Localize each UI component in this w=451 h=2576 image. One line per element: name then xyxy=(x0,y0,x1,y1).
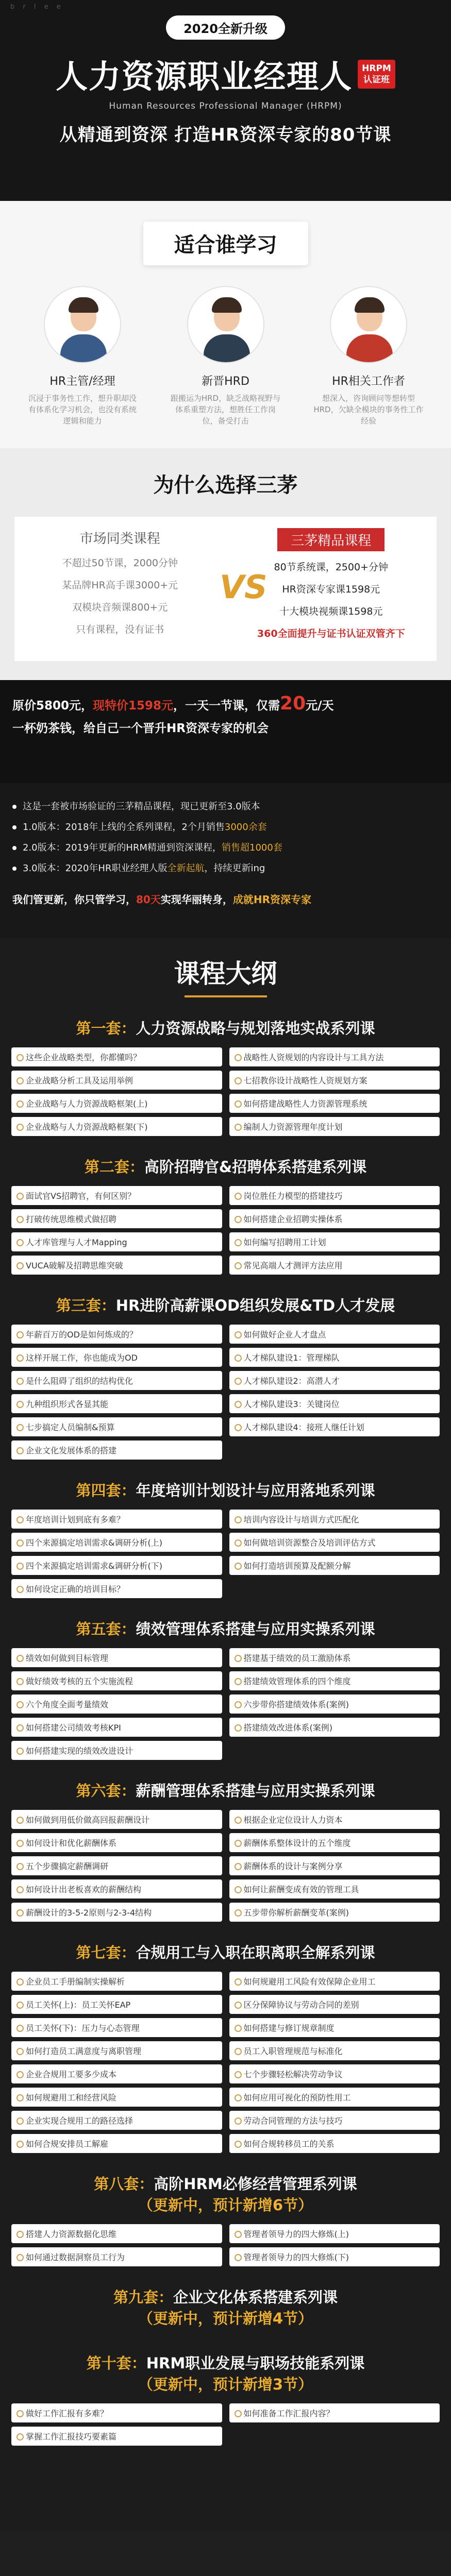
lesson-item: 企业文化发展体系的搭建 xyxy=(11,1440,222,1460)
lesson-grid xyxy=(11,2403,440,2446)
why-title: 为什么选择三茅 xyxy=(153,473,298,497)
lesson-item: 薪酬设计的3-5-2原则与2-3-4结构 xyxy=(11,1903,222,1922)
version-suffix: ，持续更新ing xyxy=(204,863,265,874)
cert-tag-line-2: 认证班 xyxy=(363,74,390,85)
series-number: 第十套： xyxy=(86,2354,146,2372)
audience-desc: 沉浸于事务性工作，想升职却没有体系化学习机会，也没有系统逻辑和能力 xyxy=(28,394,137,426)
lesson-item: 年薪百万的OD是如何炼成的？ xyxy=(11,1325,222,1344)
original-price: 原价5800元， xyxy=(12,699,93,713)
series-number: 第四套： xyxy=(76,1482,136,1499)
lesson-item: 人才梯队建设1：管理梯队 xyxy=(229,1348,440,1367)
avatar-body xyxy=(60,334,107,363)
why-section xyxy=(0,448,451,680)
outline-title: 课程大纲 xyxy=(11,953,440,997)
course-series xyxy=(11,1937,440,2153)
lesson-item: 如何搭建实现的绩效改进设计 xyxy=(11,1741,222,1760)
avatar-hair xyxy=(355,297,385,313)
audience-title: 适合谁学习 xyxy=(143,222,308,265)
series-title xyxy=(11,1151,440,1181)
lesson-item: 这样开展工作，你也能成为OD xyxy=(11,1348,222,1367)
series-name: 年度培训计划设计与应用落地系列课 xyxy=(136,1482,375,1499)
series-list xyxy=(11,1013,440,2446)
audience-role: 新晋HRD xyxy=(202,375,249,388)
series-title xyxy=(11,1614,440,1643)
lesson-spacer xyxy=(229,2427,440,2446)
avatar xyxy=(187,286,264,363)
lesson-grid xyxy=(11,1325,440,1460)
hero-banner xyxy=(0,0,451,201)
lesson-item: 是什么阻碍了组织的结构优化 xyxy=(11,1371,222,1390)
lesson-item: 如何通过数据洞察员工行为 xyxy=(11,2247,222,2266)
lesson-item: 九种组织形式各显其能 xyxy=(11,1394,222,1413)
series-title xyxy=(11,1013,440,1042)
avatar-hair xyxy=(212,297,242,313)
lesson-item: 人才库管理与人才Mapping xyxy=(11,1232,222,1251)
audience-role: HR主管/经理 xyxy=(49,375,115,388)
series-name: 人力资源战略与规划落地实战系列课 xyxy=(136,1020,375,1037)
lesson-item: 年度培训计划到底有多难？ xyxy=(11,1510,222,1529)
lesson-grid xyxy=(11,1047,440,1136)
price-unit: 元/天 xyxy=(306,699,334,713)
series-title xyxy=(11,2282,440,2332)
series-number: 第三套： xyxy=(56,1297,116,1314)
series-update-note: （更新中，预计新增6节） xyxy=(138,2196,313,2214)
lesson-item: 如何编写招聘用工计划 xyxy=(229,1232,440,1251)
lesson-item: VUCA破解及招聘思维突破 xyxy=(11,1256,222,1275)
lesson-item: 搭建人力资源数据化思维 xyxy=(11,2224,222,2243)
course-series xyxy=(11,2168,440,2266)
lesson-item: 企业实现合规用工的路径选择 xyxy=(11,2111,222,2130)
lesson-item: 如何规避用工和经营风险 xyxy=(11,2088,222,2107)
comparison-panel xyxy=(14,517,437,661)
slogan-part: 实现华丽转身， xyxy=(160,893,233,906)
audience-cards xyxy=(0,265,451,427)
lesson-item: 劳动合同管理的方法与技巧 xyxy=(229,2111,440,2130)
lesson-item: 这些企业战略类型，你都懂吗？ xyxy=(11,1047,222,1066)
lesson-item: 编制人力资源管理年度计划 xyxy=(229,1117,440,1136)
course-series xyxy=(11,1614,440,1760)
slogan-days: 80天 xyxy=(136,893,161,906)
series-title xyxy=(11,1475,440,1504)
lesson-item: 如何打造员工满意度与离职管理 xyxy=(11,2041,222,2060)
series-name: 高阶HRM必修经营管理系列课 xyxy=(154,2175,357,2193)
version-text: 2.0版本：2019年更新的HRM精通到资深课程， xyxy=(23,842,222,853)
lesson-item: 搭建绩效改进体系(案例) xyxy=(229,1718,440,1737)
course-outline xyxy=(0,938,451,2531)
series-title xyxy=(11,1775,440,1805)
audience-desc: 跟搬运为HRD，缺乏战略视野与体系重塑方法，想胜任工作岗位，备受打击 xyxy=(170,394,281,426)
lesson-spacer xyxy=(229,1579,440,1598)
course-series xyxy=(11,1475,440,1598)
series-number: 第九套： xyxy=(113,2289,173,2306)
series-update-note: （更新中，预计新增3节） xyxy=(138,2376,313,2393)
series-title xyxy=(11,2348,440,2398)
series-number: 第六套： xyxy=(76,1782,136,1800)
lesson-item: 如何设计和优化薪酬体系 xyxy=(11,1833,222,1852)
lesson-item: 做好绩效考核的五个实施流程 xyxy=(11,1671,222,1690)
lesson-item: 打破传统思维模式做招聘 xyxy=(11,1209,222,1228)
lesson-grid xyxy=(11,1648,440,1760)
lesson-item: 搭建绩效管理体系的四个维度 xyxy=(229,1671,440,1690)
lesson-item: 掌握工作汇报技巧要素篇 xyxy=(11,2427,222,2446)
avatar-body xyxy=(346,334,393,363)
series-name: 企业文化体系搭建系列课 xyxy=(173,2289,338,2306)
hero-subtitle: 从精通到资深 打造HR资深专家的80节课 xyxy=(59,125,392,145)
cert-tag-line-1: HRPM xyxy=(362,63,391,74)
lesson-grid xyxy=(11,1972,440,2153)
sanmao-head: 三茅精品课程 xyxy=(277,528,385,551)
course-series xyxy=(11,1290,440,1460)
hero-english-title: Human Resources Professional Manager (HRPM) xyxy=(109,101,342,111)
avatar xyxy=(44,286,121,363)
lesson-spacer xyxy=(229,1741,440,1760)
course-series xyxy=(11,1775,440,1922)
special-price: 现特价1598元 xyxy=(93,699,174,713)
slogan-goal: 成就HR资深专家 xyxy=(232,893,311,906)
audience-section xyxy=(0,201,451,448)
history-section xyxy=(0,783,451,938)
lesson-item: 搭建基于绩效的员工激励体系 xyxy=(229,1648,440,1667)
audience-card xyxy=(169,286,282,427)
lesson-item: 如何让薪酬变成有效的管理工具 xyxy=(229,1879,440,1899)
slogan-part: 我们管更新，你只管学习， xyxy=(12,893,136,906)
lesson-item: 薪酬体系整体设计的五个维度 xyxy=(229,1833,440,1852)
lesson-item: 五个步骤搞定薪酬调研 xyxy=(11,1856,222,1875)
lesson-item: 区分保障协议与劳动合同的差别 xyxy=(229,1995,440,2014)
lesson-item: 培训内容设计与培训方式匹配化 xyxy=(229,1510,440,1529)
lesson-item: 人才梯队建设2：高潜人才 xyxy=(229,1371,440,1390)
audience-role: HR相关工作者 xyxy=(332,375,405,388)
lesson-item: 如何做到用低价做高回报薪酬设计 xyxy=(11,1810,222,1829)
lesson-item: 五步带你解析薪酬变革(案例) xyxy=(229,1903,440,1922)
hero-title: 人力资源职业经理人 xyxy=(56,58,353,95)
lesson-item: 企业合规用工要多少成本 xyxy=(11,2064,222,2083)
lesson-item: 如何搭建公司绩效考核KPI xyxy=(11,1718,222,1737)
lesson-spacer xyxy=(229,1440,440,1460)
series-update-note: （更新中，预计新增4节） xyxy=(138,2310,313,2327)
version-highlight: 销售超1000套 xyxy=(222,842,282,853)
vs-label: VS xyxy=(220,568,268,606)
lesson-item: 如何搭建与修订规章制度 xyxy=(229,2018,440,2037)
market-head: 市场同类课程 xyxy=(79,531,160,547)
market-row: 不超过50节课，2000分钟 xyxy=(62,557,178,569)
audience-card xyxy=(26,286,139,427)
lesson-item: 六步带你搭建绩效体系(案例) xyxy=(229,1694,440,1714)
lesson-item: 如何搭建企业招聘实操体系 xyxy=(229,1209,440,1228)
per-day-price: 20 xyxy=(280,693,306,714)
market-column xyxy=(14,517,226,661)
avatar-hair xyxy=(69,297,98,313)
lesson-item: 如何打造培训预算及配额分解 xyxy=(229,1556,440,1575)
series-title xyxy=(11,1290,440,1319)
sanmao-row: 十大模块视频课1598元 xyxy=(279,606,383,617)
lesson-item: 如何做好企业人才盘点 xyxy=(229,1325,440,1344)
lesson-item: 员工关怀(上)：员工关怀EAP xyxy=(11,1995,222,2014)
sanmao-row: HR资深专家课1598元 xyxy=(282,584,380,595)
lesson-item: 常见高端人才测评方法应用 xyxy=(229,1256,440,1275)
version-text: 这是一套被市场验证的三茅精品课程，现已更新至3.0版本 xyxy=(23,801,260,812)
lesson-item: 人才梯队建设3：关键岗位 xyxy=(229,1394,440,1413)
series-name: 合规用工与入职在职离职全解系列课 xyxy=(136,1944,375,1961)
price-tagline: 一杯奶茶钱，给自己一个晋升HR资深专家的机会 xyxy=(12,722,269,735)
avatar-body xyxy=(204,334,250,363)
lesson-item: 人才梯队建设4：接班人继任计划 xyxy=(229,1417,440,1436)
lesson-item: 根据企业定位设计人力资本 xyxy=(229,1810,440,1829)
lesson-item: 做好工作汇报有多难？ xyxy=(11,2403,222,2422)
course-series xyxy=(11,2348,440,2446)
series-name: HRM职业发展与职场技能系列课 xyxy=(146,2354,365,2372)
audience-desc: 想深入，咨询顾问等想转型HRD，欠缺全模块的事务性工作经验 xyxy=(313,394,424,426)
upgrade-badge: 2020全新升级 xyxy=(166,15,285,40)
lesson-item: 员工入职管理规范与标准化 xyxy=(229,2041,440,2060)
version-item xyxy=(12,796,439,817)
version-highlight: 3000余套 xyxy=(224,822,267,833)
lesson-item: 战略性人资规划的内容设计与工具方法 xyxy=(229,1047,440,1066)
hero-title-row xyxy=(0,51,451,97)
lesson-item: 企业员工手册编制实操解析 xyxy=(11,1972,222,1991)
lesson-item: 如何合规转移员工的关系 xyxy=(229,2134,440,2153)
course-series xyxy=(11,2282,440,2332)
slogan xyxy=(12,891,439,906)
series-name: HR进阶高薪课OD组织发展&TD人才发展 xyxy=(115,1297,395,1314)
version-highlight: 全新起航 xyxy=(167,863,205,874)
lesson-grid xyxy=(11,1810,440,1922)
lesson-item: 四个来源搞定培训需求&调研分析(下) xyxy=(11,1556,222,1575)
lesson-item: 如何规避用工风险有效保障企业用工 xyxy=(229,1972,440,1991)
version-list xyxy=(12,796,439,879)
market-row: 只有课程，没有证书 xyxy=(76,624,164,635)
lesson-item: 岗位胜任力模型的搭建技巧 xyxy=(229,1186,440,1205)
audience-card xyxy=(312,286,425,427)
lesson-grid xyxy=(11,2224,440,2266)
price-text: ，一天一节课，仅需 xyxy=(173,699,280,713)
lesson-item: 六个角度全面考量绩效 xyxy=(11,1694,222,1714)
lesson-item: 管理者领导力的四大修炼(上) xyxy=(229,2224,440,2243)
avatar xyxy=(330,286,407,363)
series-name: 绩效管理体系搭建与应用实操系列课 xyxy=(136,1620,375,1638)
lesson-item: 如何搭建战略性人力资源管理系统 xyxy=(229,1094,440,1113)
lesson-item: 如何做培训资源整合及培训评估方式 xyxy=(229,1533,440,1552)
lesson-grid xyxy=(11,1510,440,1598)
course-series xyxy=(11,1151,440,1275)
series-title xyxy=(11,1937,440,1967)
lesson-item: 如何合规安排员工解雇 xyxy=(11,2134,222,2153)
lesson-item: 七招教你设计战略性人资规划方案 xyxy=(229,1071,440,1090)
version-text: 1.0版本：2018年上线的全系列课程，2个月销售 xyxy=(23,822,225,833)
series-number: 第八套： xyxy=(94,2175,154,2193)
lesson-item: 面试官VS招聘官，有何区别？ xyxy=(11,1186,222,1205)
price-line xyxy=(12,692,439,717)
sanmao-row: 80节系统课，2500+分钟 xyxy=(274,562,388,573)
watermark: b r l e e xyxy=(10,3,64,11)
lesson-item: 薪酬体系的设计与案例分享 xyxy=(229,1856,440,1875)
lesson-item: 七个步骤轻松解决劳动争议 xyxy=(229,2064,440,2083)
series-name: 薪酬管理体系搭建与应用实操系列课 xyxy=(136,1782,375,1800)
market-row: 双模块音频课800+元 xyxy=(72,602,168,613)
lesson-item: 如何设定正确的培训目标？ xyxy=(11,1579,222,1598)
series-name: 高阶招聘官&招聘体系搭建系列课 xyxy=(144,1158,367,1176)
price-section xyxy=(0,680,451,783)
series-number: 第二套： xyxy=(84,1158,144,1176)
lesson-item: 管理者领导力的四大修炼(下) xyxy=(229,2247,440,2266)
lesson-item: 七步搞定人员编制&预算 xyxy=(11,1417,222,1436)
lesson-item: 企业战略与人力资源战略框架(下) xyxy=(11,1117,222,1136)
version-item xyxy=(12,838,439,858)
series-number: 第七套： xyxy=(76,1944,136,1961)
sanmao-row-highlight: 360全面提升与证书认证双管齐下 xyxy=(257,628,405,639)
lesson-item: 企业战略分析工具及运用举例 xyxy=(11,1071,222,1090)
course-series xyxy=(11,1013,440,1136)
series-number: 第一套： xyxy=(76,1020,136,1037)
lesson-item: 企业战略与人力资源战略框架(上) xyxy=(11,1094,222,1113)
version-text: 3.0版本：2020年HR职业经理人版 xyxy=(23,863,168,874)
cert-tag xyxy=(358,60,395,89)
lesson-item: 如何设计出老板喜欢的薪酬结构 xyxy=(11,1879,222,1899)
lesson-item: 绩效如何做到目标管理 xyxy=(11,1648,222,1667)
lesson-item: 员工关怀(下)：压力与心态管理 xyxy=(11,2018,222,2037)
lesson-grid xyxy=(11,1186,440,1275)
market-row: 某品牌HR高手课3000+元 xyxy=(62,580,178,591)
lesson-item: 四个来源搞定培训需求&调研分析(上) xyxy=(11,1533,222,1552)
version-item xyxy=(12,858,439,879)
version-item xyxy=(12,817,439,838)
series-title xyxy=(11,2168,440,2219)
series-number: 第五套： xyxy=(76,1620,136,1638)
lesson-item: 如何准备工作汇报内容？ xyxy=(229,2403,440,2422)
lesson-item: 如何应用可视化的预防性用工 xyxy=(229,2088,440,2107)
